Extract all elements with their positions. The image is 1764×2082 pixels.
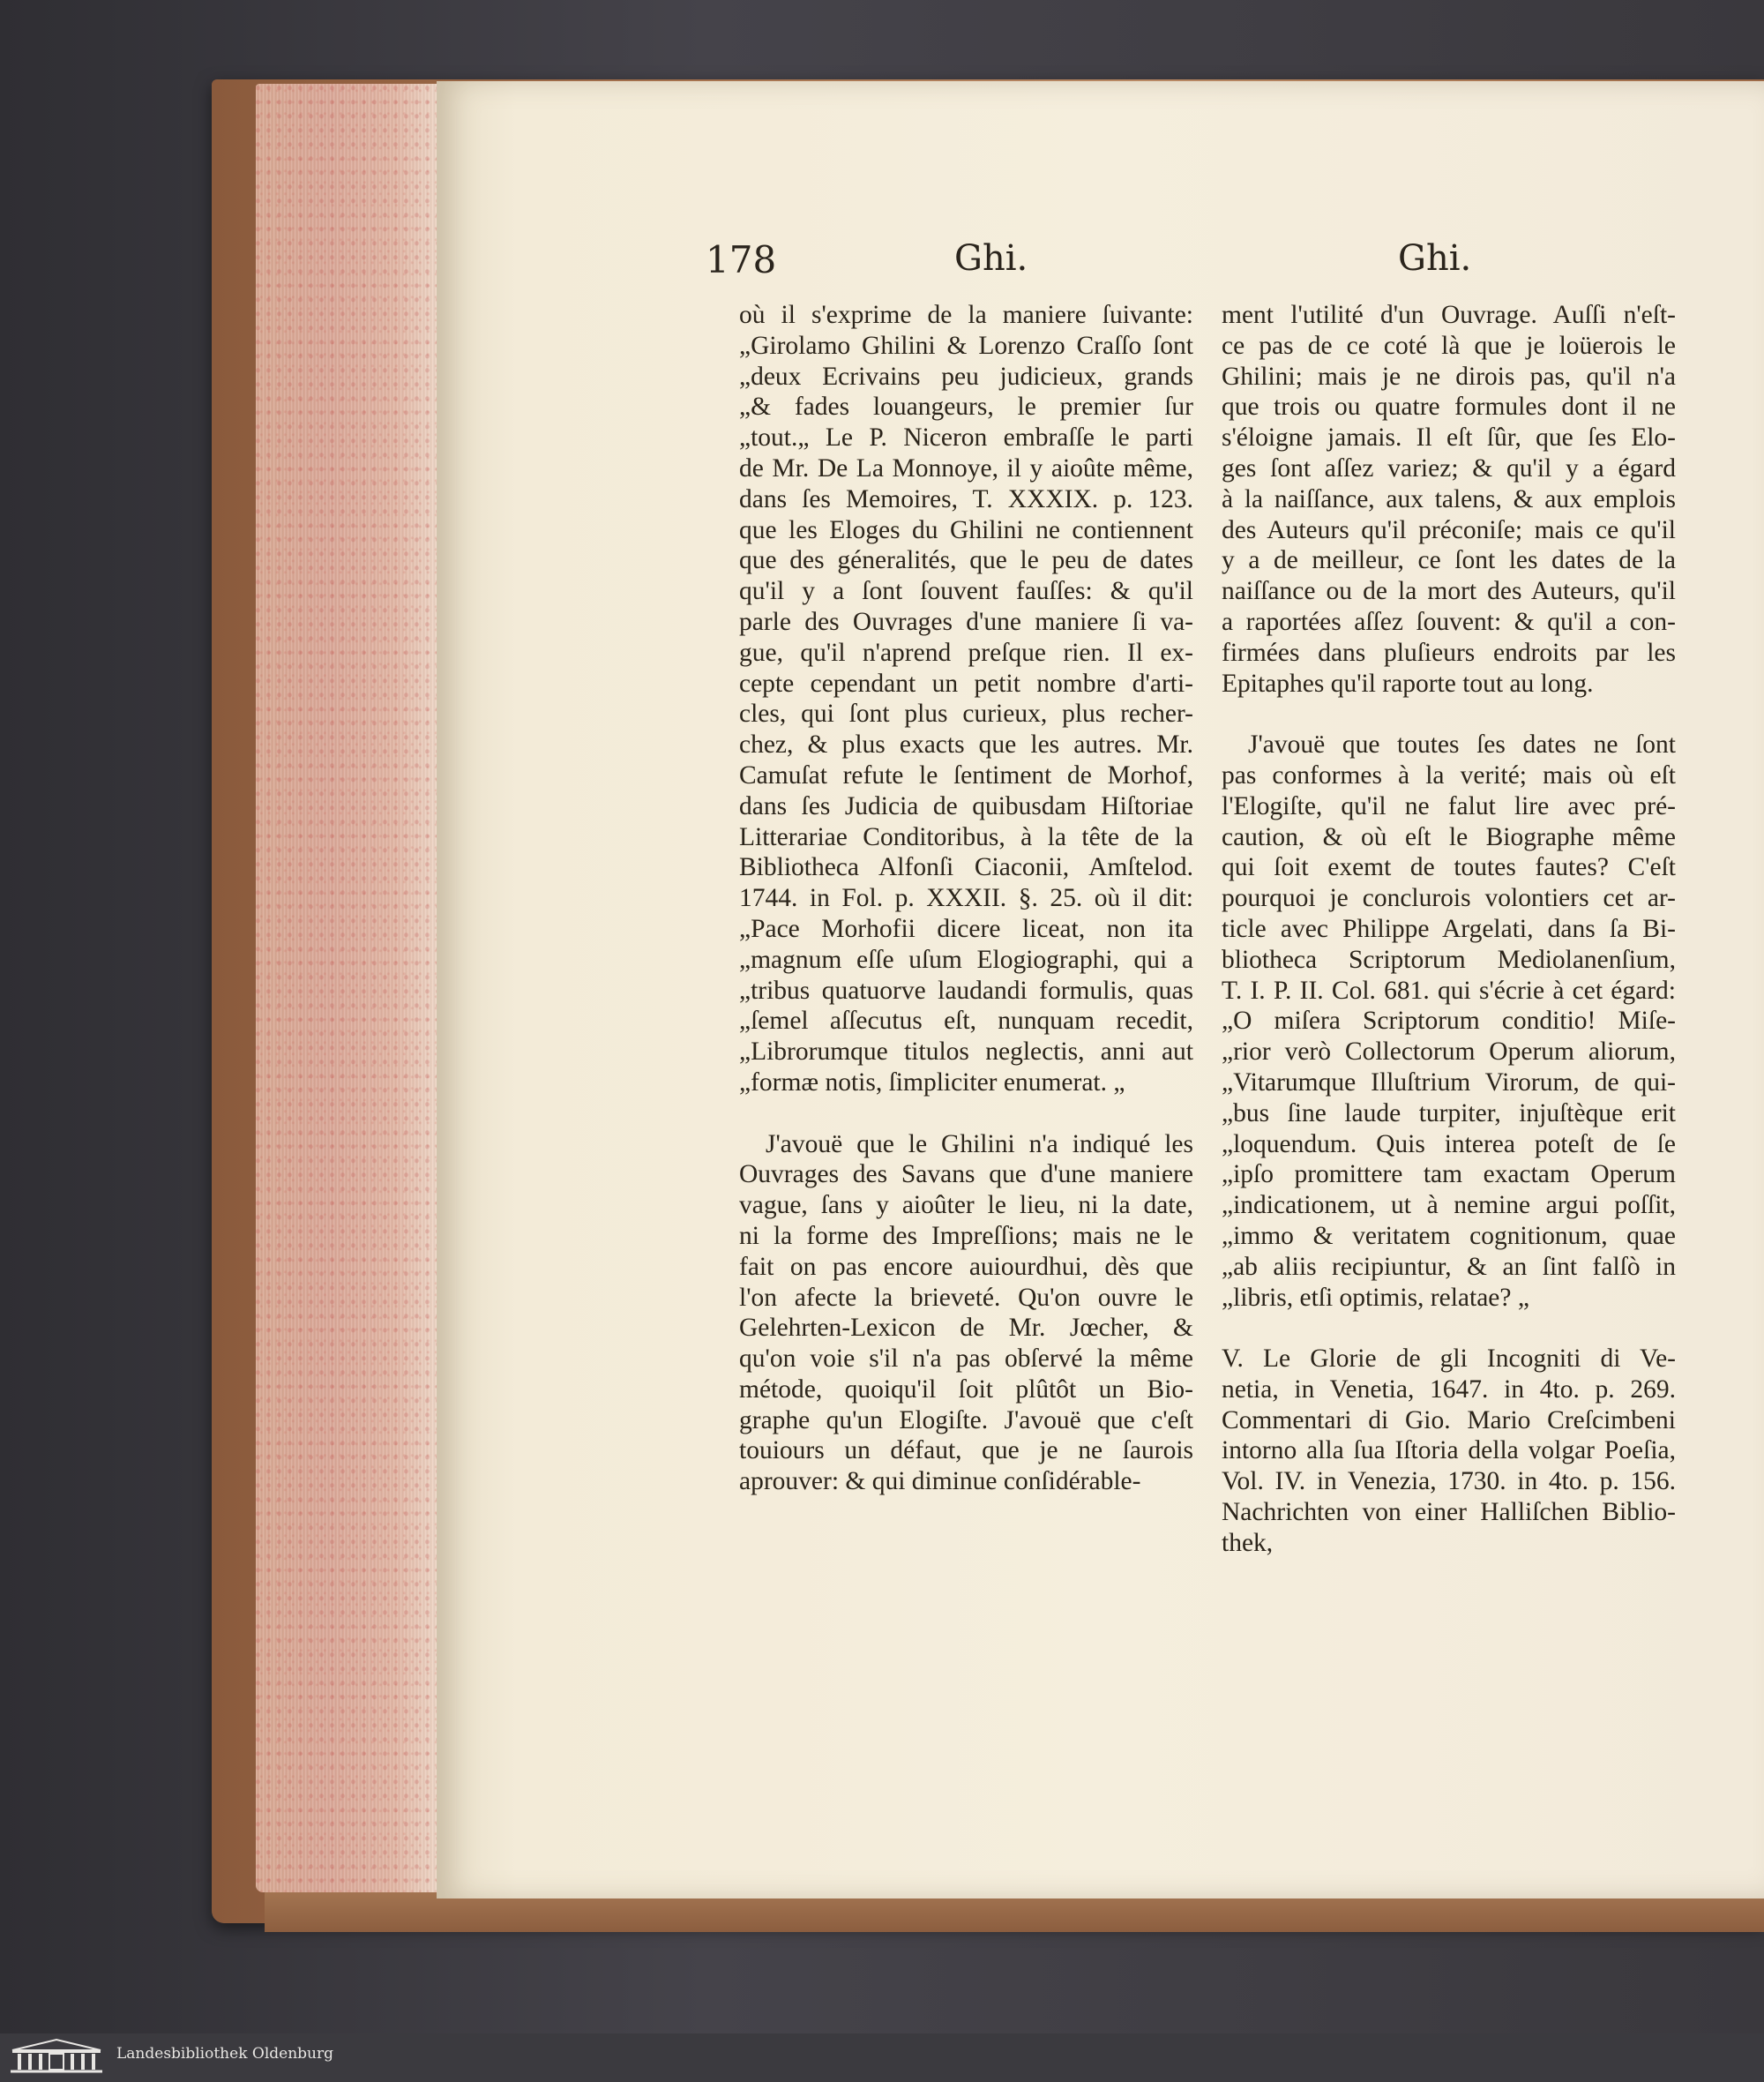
text-line: Nachrichten von einer Halliſchen Biblio- [1222, 1498, 1676, 1527]
text-line: qu'il y a ſont ſouvent fauſſes: & qu'il [739, 577, 1193, 606]
text-line: T. I. P. II. Col. 681. qui s'écrie à cet égard: [1222, 976, 1676, 1005]
text-line: a raportées aſſez ſouvent: & qu'il a con- [1222, 607, 1676, 636]
text-line: „ipſo promittere tam exactam Operum [1222, 1160, 1676, 1189]
text-line: caution, & où eſt le Biographe même [1222, 822, 1676, 851]
text-line: ges ſont aſſez variez; & qu'il y a égard [1222, 453, 1676, 483]
running-head-left: Ghi. [954, 238, 1028, 279]
text-line: aprouver: & qui diminue conſidérable- [739, 1467, 1141, 1496]
text-line: „deux Ecrivains peu judicieux, grands [739, 362, 1193, 391]
running-head-right: Ghi. [1398, 238, 1472, 279]
text-line: ticle avec Philippe Argelati, dans ſa Bi- [1222, 914, 1676, 943]
text-line: „indicationem, ut à nemine argui poſſit, [1222, 1191, 1676, 1220]
text-line: naiſſance ou de la mort des Auteurs, qu'il [1222, 577, 1676, 606]
library-building-logo [9, 2038, 104, 2075]
right-text-column [1222, 300, 1676, 1559]
text-line: J'avouë que le Ghilini n'a indiqué les [766, 1129, 1193, 1158]
text-line: que les Eloges du Ghilini ne contiennent [739, 515, 1193, 544]
text-line: Camuſat refute le ſentiment de Morhof, [739, 760, 1193, 790]
text-line: Epitaphes qu'il raporte tout au long. [1222, 669, 1594, 698]
text-line: „formæ notis, ſimpliciter enumerat. „ [739, 1067, 1125, 1097]
text-line: Ouvrages des Savans que d'une maniere [739, 1160, 1193, 1189]
text-line: „magnum eſſe uſum Elogiographi, qui a [739, 945, 1193, 974]
text-line: l'Elogiſte, qu'il ne falut lire avec pré- [1222, 791, 1676, 820]
text-line: thek, [1222, 1528, 1274, 1557]
text-line: ce pas de ce coté là que je loüerois le [1222, 331, 1676, 360]
text-line: fait on pas encore auiourdhui, dès que [739, 1252, 1193, 1281]
text-line: de Mr. De La Monnoye, il y aioûte même, [739, 453, 1193, 483]
text-line: netia, in Venetia, 1647. in 4to. p. 269. [1222, 1374, 1676, 1404]
text-line: „tout.„ Le P. Niceron embraſſe le parti [739, 423, 1193, 453]
text-line: Ghilini; mais je ne dirois pas, qu'il n'a [1222, 362, 1676, 391]
text-line: J'avouë que toutes ſes dates ne ſont [1248, 730, 1676, 760]
red-speckled-edge [256, 84, 441, 1892]
text-line: graphe qu'un Elogiſte. J'avouë que c'eſt [739, 1405, 1193, 1434]
text-line: Vol. IV. in Venezia, 1730. in 4to. p. 156. [1222, 1467, 1676, 1496]
library-name: Landesbibliothek Oldenburg [116, 2045, 334, 2063]
text-line: „& fades louangeurs, le premier ſur [739, 393, 1193, 422]
text-line: cepte cependant un petit nombre d'arti- [739, 669, 1193, 698]
paragraph-gap [1222, 1313, 1676, 1344]
text-line: ni la forme des Impreſſions; mais ne le [739, 1221, 1193, 1250]
text-line: „Vitarumque Illuſtrium Virorum, de qui- [1222, 1067, 1676, 1097]
text-line: „ſemel aſſecutus eſt, nunquam recedit, [739, 1007, 1193, 1036]
text-line: dans ſes Judicia de quibusdam Hiſtoriae [739, 791, 1193, 820]
text-line: des Auteurs qu'il préconiſe; mais ce qu'il [1222, 515, 1676, 544]
text-line: y a de meilleur, ce ſont les dates de la [1222, 546, 1676, 575]
text-line: Gelehrten-Lexicon de Mr. Jœcher, & [739, 1314, 1193, 1343]
text-line: parle des Ouvrages d'une maniere ſi va- [739, 607, 1193, 636]
text-line: que des géneralités, que le peu de dates [739, 546, 1193, 575]
text-line: Litterariae Conditoribus, à la tête de la [739, 822, 1193, 851]
text-line: „libris, etſi optimis, relatae? „ [1222, 1283, 1529, 1312]
text-line: bliotheca Scriptorum Mediolanenſium, [1222, 945, 1676, 974]
text-line: s'éloigne jamais. Il eſt ſûr, que ſes Elo- [1222, 423, 1676, 453]
text-line: métode, quoiqu'il ſoit plûtôt un Bio- [739, 1374, 1193, 1404]
text-line: intorno alla ſua Iſtoria della volgar Poeſia, [1222, 1436, 1676, 1465]
text-line: cles, qui ſont plus curieux, plus recher- [739, 700, 1193, 729]
text-line: „Librorumque titulos neglectis, anni aut [739, 1037, 1193, 1067]
text-line: chez, & plus exacts que les autres. Mr. [739, 730, 1193, 760]
text-line: „immo & veritatem cognitionum, quae [1222, 1221, 1676, 1250]
text-line: „Pace Morhofii dicere liceat, non ita [739, 914, 1193, 943]
text-line: „Girolamo Ghilini & Lorenzo Craſſo ſont [739, 331, 1193, 360]
paragraph-gap [1222, 699, 1676, 730]
text-line: l'on afecte la brieveté. Qu'on ouvre le [739, 1283, 1193, 1312]
paragraph-gap [739, 1098, 1193, 1129]
text-line: gue, qu'il n'aprend preſque rien. Il ex- [739, 638, 1193, 667]
text-line: 1744. in Fol. p. XXXII. §. 25. où il dit: [739, 884, 1193, 913]
text-line: touiours un défaut, que je ne ſaurois [739, 1436, 1193, 1465]
text-line: dans ſes Memoires, T. XXXIX. p. 123. [739, 484, 1193, 513]
text-line: qui ſoit exemt de toutes fautes? C'eſt [1222, 853, 1676, 882]
text-line: pas conformes à la verité; mais où eſt [1222, 760, 1676, 790]
text-line: „loquendum. Quis interea poteſt de ſe [1222, 1129, 1676, 1158]
text-line: que trois ou quatre formules dont il ne [1222, 393, 1676, 422]
left-text-column [739, 300, 1193, 1497]
text-line: „ab aliis recipiuntur, & an ſint falſò in [1222, 1252, 1676, 1281]
page-number: 178 [706, 238, 777, 281]
text-line: pourquoi je conclurois volontiers cet ar- [1222, 884, 1676, 913]
text-line: Commentari di Gio. Mario Creſcimbeni [1222, 1405, 1676, 1434]
text-line: vague, ſans y aioûter le lieu, ni la date, [739, 1191, 1193, 1220]
text-line: „bus ſine laude turpiter, injuſtèque erit [1222, 1098, 1676, 1127]
text-line: où il s'exprime de la maniere ſuivante: [739, 301, 1193, 329]
text-line: qu'on voie s'il n'a pas obſervé la même [739, 1344, 1193, 1374]
text-line: firmées dans pluſieurs endroits par les [1222, 638, 1676, 667]
text-line: V. Le Glorie de gli Incogniti di Ve- [1222, 1344, 1676, 1374]
text-line: „rior verò Collectorum Operum aliorum, [1222, 1037, 1676, 1067]
text-line: „tribus quatuorve laudandi formulis, quas [739, 976, 1193, 1005]
text-line: ment l'utilité d'un Ouvrage. Auſſi n'eſt- [1222, 301, 1676, 329]
text-line: „O miſera Scriptorum conditio! Miſe- [1222, 1007, 1676, 1036]
text-line: à la naiſſance, aux talens, & aux emplois [1222, 484, 1676, 513]
text-line: Bibliotheca Alfonſi Ciaconii, Amſtelod. [739, 853, 1193, 882]
